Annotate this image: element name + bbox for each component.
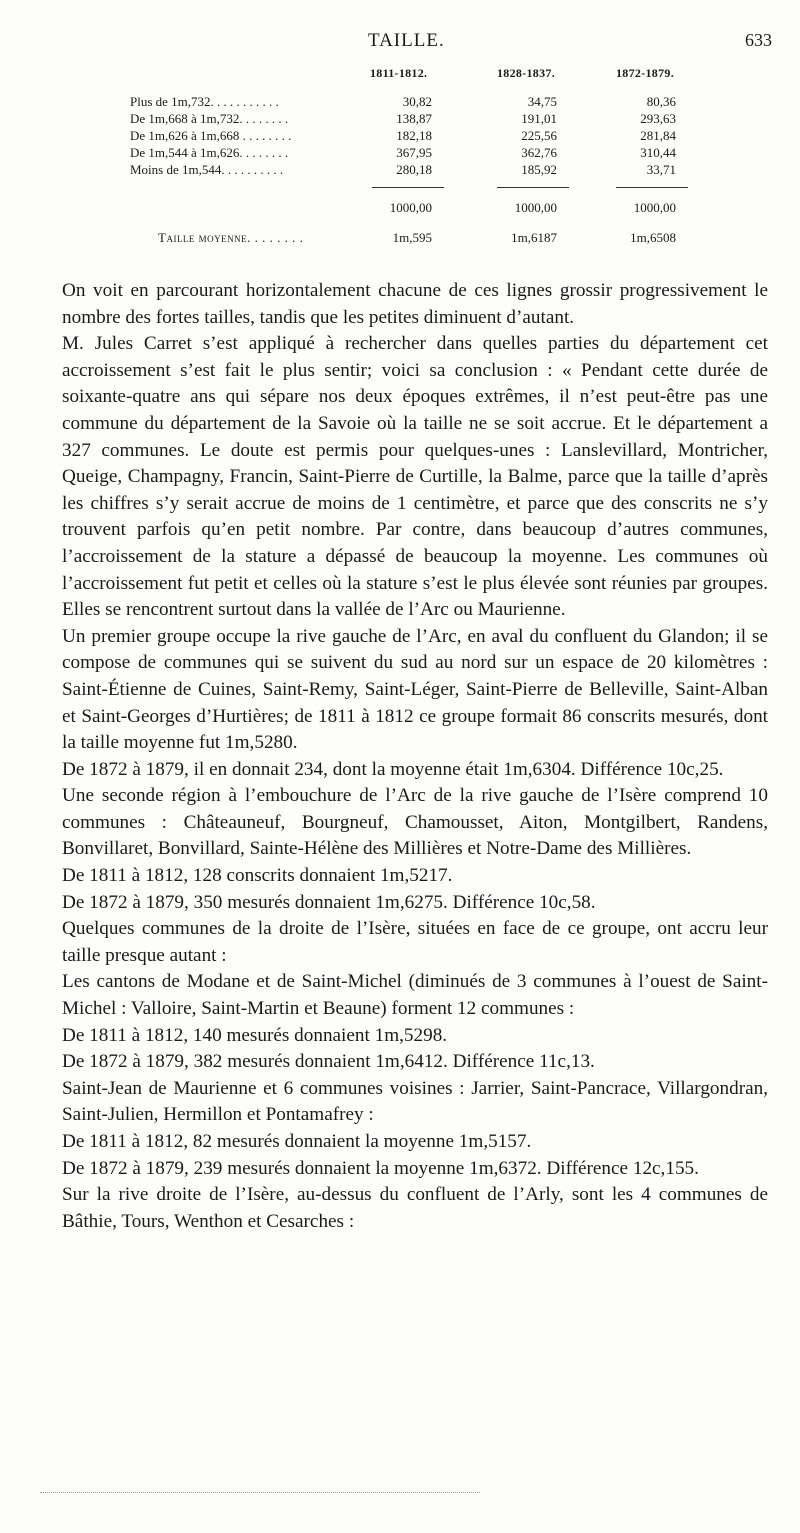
paragraph: De 1872 à 1879, 239 mesurés donnaient la moyenne 1m,6372. Différence 12c,155.	[62, 1157, 699, 1179]
row-label: Plus de 1m,732. . . . . . . . . . .	[130, 94, 279, 109]
row-label: De 1m,544 à 1m,626. . . . . . . .	[130, 145, 289, 160]
paragraph: De 1872 à 1879, 382 mesurés donnaient 1m,6412. Différence 11c,13.	[62, 1051, 595, 1073]
column-header-1872: 1872-1879.	[616, 66, 674, 80]
running-title: TAILLE.	[368, 30, 445, 51]
total-value: 1000,00	[514, 200, 557, 215]
cell-value: 225,56	[521, 128, 557, 143]
paragraph: Une seconde région à l’embouchure de l’Arc de la rive gauche de l’Isère comprend 10 communes : Châteauneuf, Bourgneuf, Chamousset, Aiton, Montgilbert, Randens, Bonvillaret, Bonvillard, Sainte-Hélène des Millières et Notre-Dame des Millières.	[62, 785, 768, 860]
totals-row	[0, 200, 800, 218]
row-label: Moins de 1m,544. . . . . . . . . .	[130, 162, 284, 177]
cell-value: 30,82	[402, 94, 432, 109]
running-header	[0, 30, 800, 60]
total-value: 1000,00	[389, 200, 432, 215]
sum-rule	[616, 187, 688, 188]
cell-value: 185,92	[521, 162, 557, 177]
paragraph: On voit en parcourant horizontalement chacune de ces lignes grossir progressivement le nombre des fortes tailles, tandis que les petites diminuent d’autant.	[62, 280, 768, 328]
body-text	[62, 278, 768, 1235]
table-row	[0, 94, 800, 112]
paragraph: Un premier groupe occupe la rive gauche de l’Arc, en aval du confluent du Glandon; il se compose de communes qui se suivent du sud au nord sur un espace de 20 kilomètres : Saint-Étienne de Cuines, Saint-Remy, Saint-Léger, Saint-Pierre de Belleville, Saint-Alban et Saint-Georges d’Hurtières; de 1811 à 1812 ce groupe formait 86 conscrits mesurés, dont la taille moyenne fut 1m,5280.	[62, 625, 768, 754]
table-row	[0, 111, 800, 129]
paragraph: De 1811 à 1812, 82 mesurés donnaient la moyenne 1m,5157.	[62, 1131, 532, 1152]
paragraph: De 1872 à 1879, 350 mesurés donnaient 1m,6275. Différence 10c,58.	[62, 891, 596, 913]
row-label: De 1m,626 à 1m,668 . . . . . . . .	[130, 128, 292, 143]
column-header-1828: 1828-1837.	[497, 66, 555, 80]
paragraph: Sur la rive droite de l’Isère, au-dessus du confluent de l’Arly, sont les 4 communes de Bâthie, Tours, Wenthon et Cesarches :	[62, 1184, 768, 1232]
table-row	[0, 128, 800, 146]
paragraph: De 1811 à 1812, 128 conscrits donnaient 1m,5217.	[62, 865, 453, 887]
cell-value: 362,76	[521, 145, 557, 160]
cell-value: 80,36	[646, 94, 676, 109]
footer-rule	[40, 1492, 480, 1494]
average-label: Taille moyenne. . . . . . . .	[158, 230, 304, 245]
cell-value: 33,71	[646, 162, 676, 177]
paragraph: De 1811 à 1812, 140 mesurés donnaient 1m,5298.	[62, 1024, 448, 1046]
cell-value: 191,01	[521, 111, 557, 126]
row-label: De 1m,668 à 1m,732. . . . . . . .	[130, 111, 289, 126]
table-row	[0, 145, 800, 163]
paragraph: M. Jules Carret s’est appliqué à rechercher dans quelles parties du département cet accroissement s’est fait le plus sentir; voici sa conclusion : « Pendant cette durée de soixante-quatre ans qui sépare nos deux époques extrêmes, il n’est peut-être pas une commune du département de la Savoie où la taille ne se soit accrue. Et le département a 327 communes. Le doute est permis pour quelques-unes : Lanslevillard, Montricher, Queige, Champagny, Francin, Saint-Pierre de Curtille, la Balme, parce que la taille d’après les chiffres s’y serait accrue de moins de 1 centimètre, et parce que des conscrits ne s’y trouvent parfois qu’en petit nombre. Par contre, dans beaucoup d’autres communes, l’accroissement de la stature a dépassé de beaucoup la moyenne. Les communes où l’accroissement fut petit et celles où la stature s’est le plus élevée sont réunies par groupes. Elles se rencontrent surtout dans la vallée de l’Arc ou Maurienne.	[62, 333, 768, 621]
cell-value: 182,18	[396, 128, 432, 143]
cell-value: 34,75	[527, 94, 557, 109]
table-row	[0, 162, 800, 180]
paragraph: Les cantons de Modane et de Saint-Michel (diminués de 3 communes à l’ouest de Saint-Michel : Valloire, Saint-Martin et Beaune) forment 12 communes :	[62, 971, 768, 1020]
cell-value: 367,95	[396, 145, 432, 160]
paragraph: Saint-Jean de Maurienne et 6 communes voisines : Jarrier, Saint-Pancrace, Villargondran, Saint-Julien, Hermillon et Pontamafrey :	[62, 1077, 768, 1126]
average-row	[0, 230, 800, 248]
cell-value: 281,84	[640, 128, 676, 143]
paragraph: De 1872 à 1879, il en donnait 234, dont la moyenne était 1m,6304. Différence 10c,25.	[62, 758, 724, 780]
cell-value: 310,44	[640, 145, 676, 160]
average-value: 1m,6187	[511, 230, 557, 245]
cell-value: 293,63	[640, 111, 676, 126]
average-value: 1m,6508	[630, 230, 676, 245]
page-number: 633	[745, 30, 772, 50]
column-header-1811: 1811-1812.	[370, 66, 428, 80]
sum-rule	[497, 187, 569, 188]
sum-rule	[372, 187, 444, 188]
average-value: 1m,595	[392, 230, 432, 245]
cell-value: 138,87	[396, 111, 432, 126]
total-value: 1000,00	[633, 200, 676, 215]
cell-value: 280,18	[396, 162, 432, 177]
paragraph: Quelques communes de la droite de l’Isère, situées en face de ce groupe, ont accru leur taille presque autant :	[62, 918, 768, 966]
